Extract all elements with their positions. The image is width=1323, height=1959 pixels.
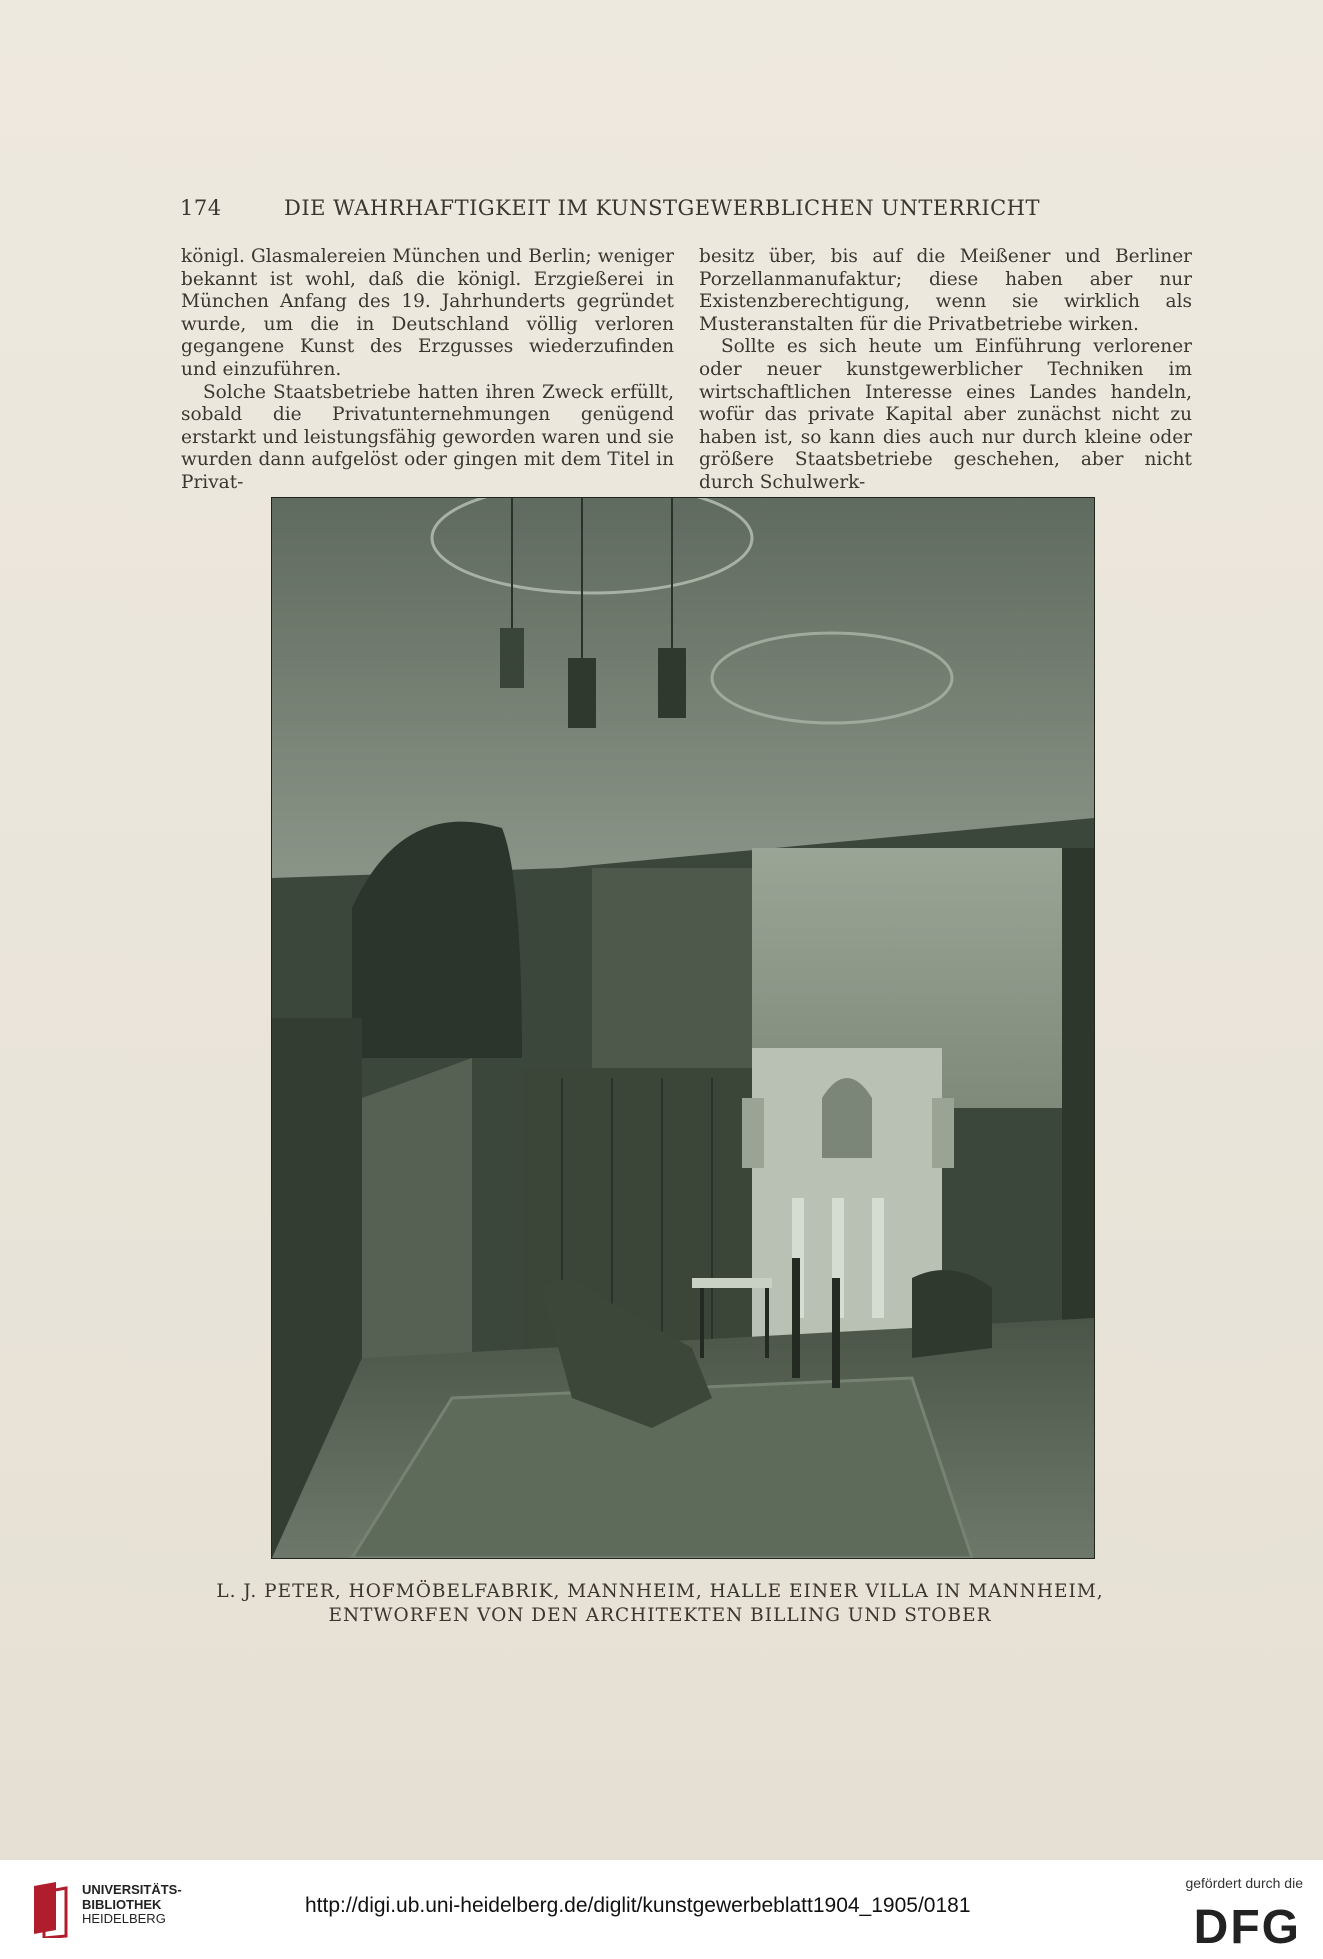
digitization-footer xyxy=(0,1860,1323,1959)
digital-library-link[interactable]: http://digi.ub.uni-heidelberg.de/diglit/kunstgewerbeblatt1904_1905/0181 xyxy=(305,1894,971,1917)
caption-line-2: ENTWORFEN VON DEN ARCHITEKTEN BILLING UND STOBER xyxy=(328,1605,992,1626)
photo-caption xyxy=(180,1580,1140,1628)
running-title: DIE WAHRHAFTIGKEIT IM KUNSTGEWERBLICHEN UNTERRICHT xyxy=(284,196,1040,220)
right-paragraph-1: besitz über, bis auf die Meißener und Berliner Porzellanmanufaktur; diese haben aber nur Existenzberechtigung, wenn sie wirklich als Musteranstalten für die Privatbetriebe wirken. xyxy=(699,246,1192,335)
funding-label: gefördert durch die xyxy=(1185,1875,1303,1891)
dfg-logo: DFG xyxy=(1193,1901,1301,1954)
running-header xyxy=(180,196,1040,226)
library-name-line-2: BIBLIOTHEK xyxy=(82,1896,162,1912)
library-name-line-3: HEIDELBERG xyxy=(82,1911,166,1926)
university-library-logo-icon xyxy=(30,1880,74,1938)
left-column xyxy=(181,246,674,495)
caption-line-1: L. J. PETER, HOFMÖBELFABRIK, MANNHEIM, HALLE EINER VILLA IN MANNHEIM, xyxy=(216,1581,1104,1602)
library-name xyxy=(82,1883,182,1927)
interior-photograph xyxy=(272,498,1094,1558)
page-number: 174 xyxy=(180,196,222,220)
right-paragraph-2: Sollte es sich heute um Einführung verlorener oder neuer kunstgewerblicher Techniken im wirtschaftlichen Interesse eines Landes handeln, wofür das private Kapital aber zunächst nicht zu haben ist, so kann dies auch nur durch kleine oder größere Staatsbetriebe geschehen, aber nicht durch Schulwerk- xyxy=(699,336,1192,493)
right-column xyxy=(699,246,1192,495)
library-name-line-1: UNIVERSITÄTS- xyxy=(82,1882,182,1897)
left-paragraph-2: Solche Staatsbetriebe hatten ihren Zweck erfüllt, sobald die Privatunternehmungen genügend erstarkt und leistungsfähig geworden waren und sie wurden dann aufgelöst oder gingen mit dem Titel in Privat- xyxy=(181,381,674,493)
photo-illustration xyxy=(272,498,1094,1558)
left-paragraph-1: königl. Glasmalereien München und Berlin; weniger bekannt ist wohl, daß die königl. Erzgießerei in München Anfang des 19. Jahrhunderts gegründet wurde, um die in Deutschland völlig verloren gegangene Kunst des Erzgusses wiederzufinden und einzuführen. xyxy=(181,246,674,380)
